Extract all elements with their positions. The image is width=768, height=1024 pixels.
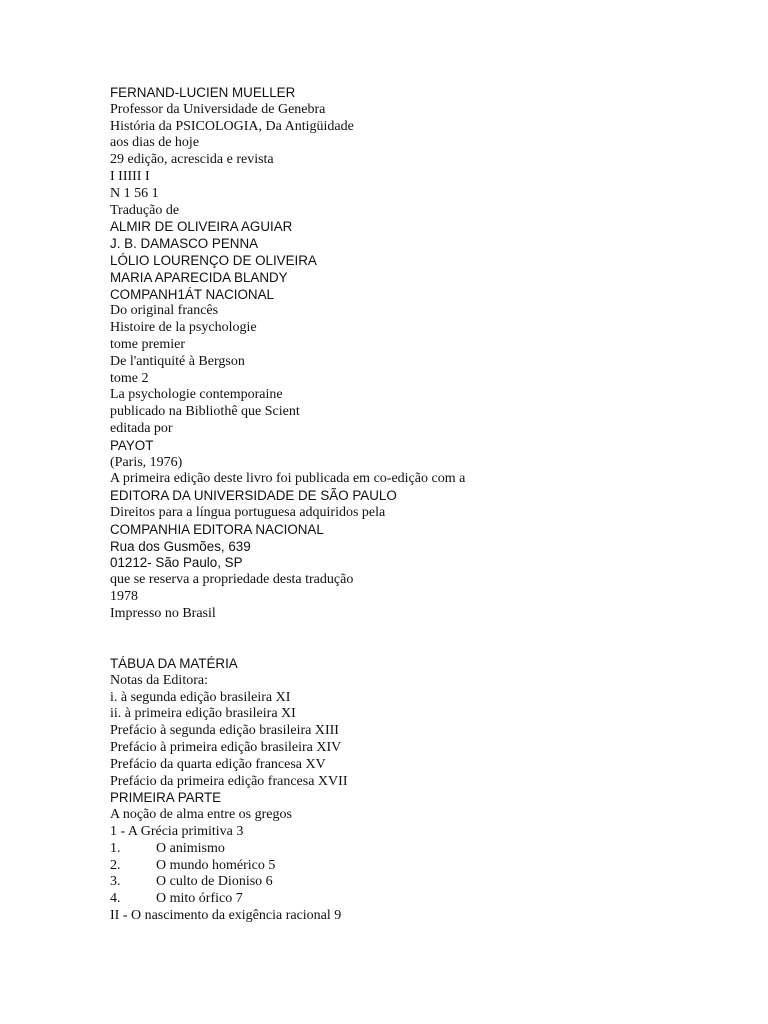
text-line: COMPANHIA EDITORA NACIONAL — [110, 521, 324, 537]
text-line: História da PSICOLOGIA, Da Antigüidade — [110, 118, 354, 134]
toc-entry: Prefácio à segunda edição brasileira XIII — [110, 723, 339, 739]
text-line: N 1 56 1 — [110, 185, 159, 201]
text-line: que se reserva a propriedade desta tradução — [110, 572, 354, 588]
text-line: tome premier — [110, 336, 186, 352]
toc-numbered-list — [110, 841, 750, 908]
text-line: Impresso no Brasil — [110, 605, 216, 621]
toc-numbered-item — [110, 841, 750, 858]
toc-numbered-item — [110, 858, 750, 875]
text-line: editada por — [110, 420, 173, 436]
text-line: Histoire de la psychologie — [110, 320, 257, 336]
text-line: PAYOT — [110, 437, 154, 453]
text-line: J. B. DAMASCO PENNA — [110, 236, 259, 252]
text-line: 1978 — [110, 588, 138, 604]
item-text: O culto de Dioniso 6 — [156, 874, 273, 890]
item-number: 3. — [110, 874, 121, 890]
text-line: La psychologie contemporaine — [110, 387, 283, 403]
toc-numbered-item — [110, 874, 750, 891]
text-line: I IIIII I — [110, 168, 150, 184]
front-matter — [110, 85, 750, 623]
text-line: ALMIR DE OLIVEIRA AGUIAR — [110, 219, 293, 235]
text-line: De l'antiquité à Bergson — [110, 353, 245, 369]
toc-entry: Prefácio da primeira edição francesa XVII — [110, 773, 348, 789]
text-line: MARIA APARECIDA BLANDY — [110, 269, 288, 285]
item-number: 2. — [110, 857, 121, 873]
text-line: Do original francês — [110, 303, 219, 319]
toc-entry: 1 - A Grécia primitiva 3 — [110, 823, 244, 839]
text-line: Professor da Universidade de Genebra — [110, 101, 326, 117]
toc-entry: ii. à primeira edição brasileira XI — [110, 706, 296, 722]
text-line: Direitos para a língua portuguesa adquiridos pela — [110, 504, 386, 520]
toc-heading: TÁBUA DA MATÉRIA — [110, 656, 238, 671]
text-line: Tradução de — [110, 202, 180, 218]
table-of-contents — [110, 656, 750, 925]
toc-entries-after — [110, 908, 750, 925]
text-line: LÓLIO LOURENÇO DE OLIVEIRA — [110, 252, 317, 268]
toc-entry: II - O nascimento da exigência racional 9 — [110, 907, 342, 923]
text-line: COMPANH1ÁT NACIONAL — [110, 286, 274, 302]
item-text: O mundo homérico 5 — [156, 857, 276, 873]
toc-entry: i. à segunda edição brasileira XI — [110, 689, 291, 705]
item-text: O mito órfico 7 — [156, 891, 243, 907]
toc-entries — [110, 673, 750, 841]
toc-entry: Prefácio da quarta edição francesa XV — [110, 756, 326, 772]
toc-entry: PRIMEIRA PARTE — [110, 790, 222, 806]
item-text: O animismo — [156, 840, 225, 856]
text-line: 29 edição, acrescida e revista — [110, 152, 274, 168]
text-line: FERNAND-LUCIEN MUELLER — [110, 85, 296, 100]
toc-entry: A noção de alma entre os gregos — [110, 807, 292, 823]
text-line: EDITORA DA UNIVERSIDADE DE SÃO PAULO — [110, 488, 397, 504]
item-number: 1. — [110, 840, 121, 856]
text-line: publicado na Bibliothê que Scient — [110, 404, 300, 420]
toc-entry: Notas da Editora: — [110, 672, 208, 688]
toc-entry: Prefácio à primeira edição brasileira XIV — [110, 739, 342, 755]
toc-numbered-item — [110, 891, 750, 908]
text-line: (Paris, 1976) — [110, 454, 183, 470]
text-line: 01212- São Paulo, SP — [110, 555, 243, 571]
text-line: A primeira edição deste livro foi publicada em co-edição com a — [110, 471, 466, 487]
text-line: tome 2 — [110, 370, 149, 386]
item-number: 4. — [110, 891, 121, 907]
text-line: Rua dos Gusmões, 639 — [110, 538, 251, 554]
text-line: aos dias de hoje — [110, 135, 200, 151]
